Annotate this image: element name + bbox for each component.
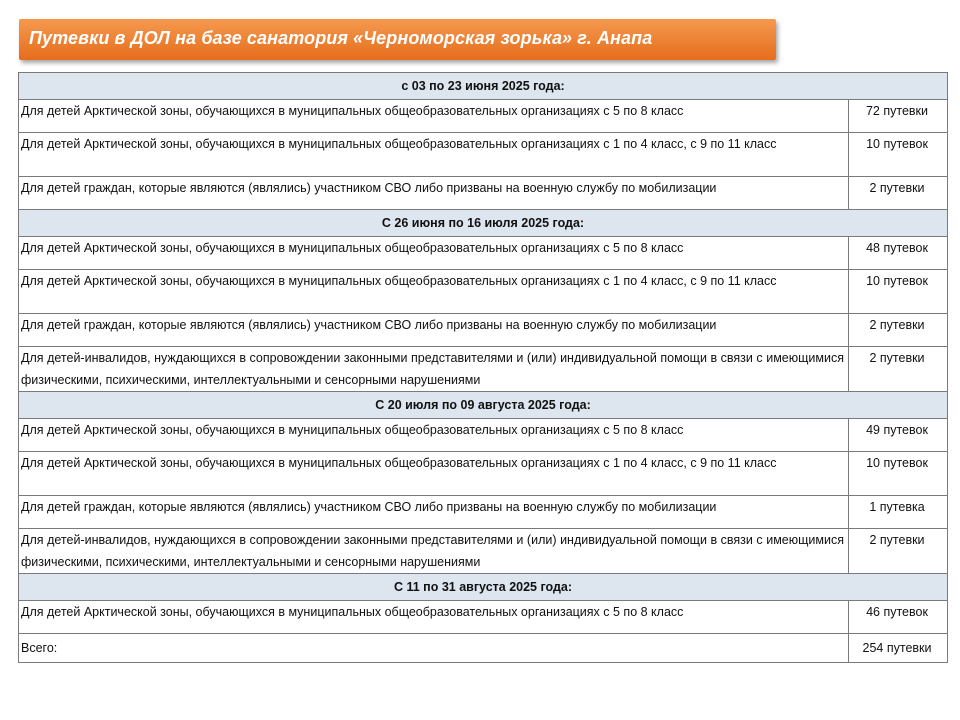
- row-count: 1 путевка: [849, 496, 948, 529]
- row-description: Для детей Арктической зоны, обучающихся в муниципальных общеобразовательных организациях с 1 по 4 класс, с 9 по 11 класс: [19, 270, 849, 314]
- period-header: [19, 210, 948, 237]
- table-row: [19, 529, 948, 574]
- total-label: Всего:: [19, 634, 849, 663]
- row-description: Для детей Арктической зоны, обучающихся в муниципальных общеобразовательных организациях с 5 по 8 класс: [19, 601, 849, 634]
- row-count: 2 путевки: [849, 177, 948, 210]
- row-description: Для детей Арктической зоны, обучающихся в муниципальных общеобразовательных организациях с 1 по 4 класс, с 9 по 11 класс: [19, 133, 849, 177]
- period-label: С 11 по 31 августа 2025 года:: [19, 574, 948, 601]
- table-row: [19, 347, 948, 392]
- row-count: 2 путевки: [849, 529, 948, 574]
- row-description: Для детей-инвалидов, нуждающихся в сопровождении законными представителями и (или) индивидуальной помощи в связи с имеющимися физическими, психическими, интеллектуальными и сенсорными нарушениями: [19, 529, 849, 574]
- row-count: 49 путевок: [849, 419, 948, 452]
- table-row: [19, 314, 948, 347]
- row-count: 10 путевок: [849, 270, 948, 314]
- row-description: Для детей граждан, которые являются (являлись) участником СВО либо призваны на военную службу по мобилизации: [19, 177, 849, 210]
- table-row: [19, 452, 948, 496]
- period-label: с 03 по 23 июня 2025 года:: [19, 73, 948, 100]
- period-label: С 20 июля по 09 августа 2025 года:: [19, 392, 948, 419]
- row-count: 10 путевок: [849, 133, 948, 177]
- row-count: 72 путевки: [849, 100, 948, 133]
- total-row: [19, 634, 948, 663]
- table-row: [19, 601, 948, 634]
- row-description: Для детей граждан, которые являются (являлись) участником СВО либо призваны на военную службу по мобилизации: [19, 314, 849, 347]
- period-header: [19, 73, 948, 100]
- row-description: Для детей Арктической зоны, обучающихся в муниципальных общеобразовательных организациях с 5 по 8 класс: [19, 419, 849, 452]
- row-count: 48 путевок: [849, 237, 948, 270]
- period-header: [19, 574, 948, 601]
- row-description: Для детей-инвалидов, нуждающихся в сопровождении законными представителями и (или) индивидуальной помощи в связи с имеющимися физическими, психическими, интеллектуальными и сенсорными нарушениями: [19, 347, 849, 392]
- vouchers-table: [18, 72, 948, 663]
- row-description: Для детей Арктической зоны, обучающихся в муниципальных общеобразовательных организациях с 1 по 4 класс, с 9 по 11 класс: [19, 452, 849, 496]
- row-description: Для детей Арктической зоны, обучающихся в муниципальных общеобразовательных организациях с 5 по 8 класс: [19, 100, 849, 133]
- row-count: 2 путевки: [849, 347, 948, 392]
- total-count: 254 путевки: [849, 634, 948, 663]
- table-row: [19, 496, 948, 529]
- period-header: [19, 392, 948, 419]
- row-count: 2 путевки: [849, 314, 948, 347]
- title-banner: [19, 19, 776, 60]
- row-description: Для детей граждан, которые являются (являлись) участником СВО либо призваны на военную службу по мобилизации: [19, 496, 849, 529]
- row-description: Для детей Арктической зоны, обучающихся в муниципальных общеобразовательных организациях с 5 по 8 класс: [19, 237, 849, 270]
- table-row: [19, 237, 948, 270]
- table-row: [19, 133, 948, 177]
- table-row: [19, 419, 948, 452]
- table-row: [19, 100, 948, 133]
- row-count: 46 путевок: [849, 601, 948, 634]
- period-label: С 26 июня по 16 июля 2025 года:: [19, 210, 948, 237]
- table-row: [19, 270, 948, 314]
- row-count: 10 путевок: [849, 452, 948, 496]
- page-title: Путевки в ДОЛ на базе санатория «Черноморская зорька» г. Анапа: [29, 28, 653, 48]
- table-row: [19, 177, 948, 210]
